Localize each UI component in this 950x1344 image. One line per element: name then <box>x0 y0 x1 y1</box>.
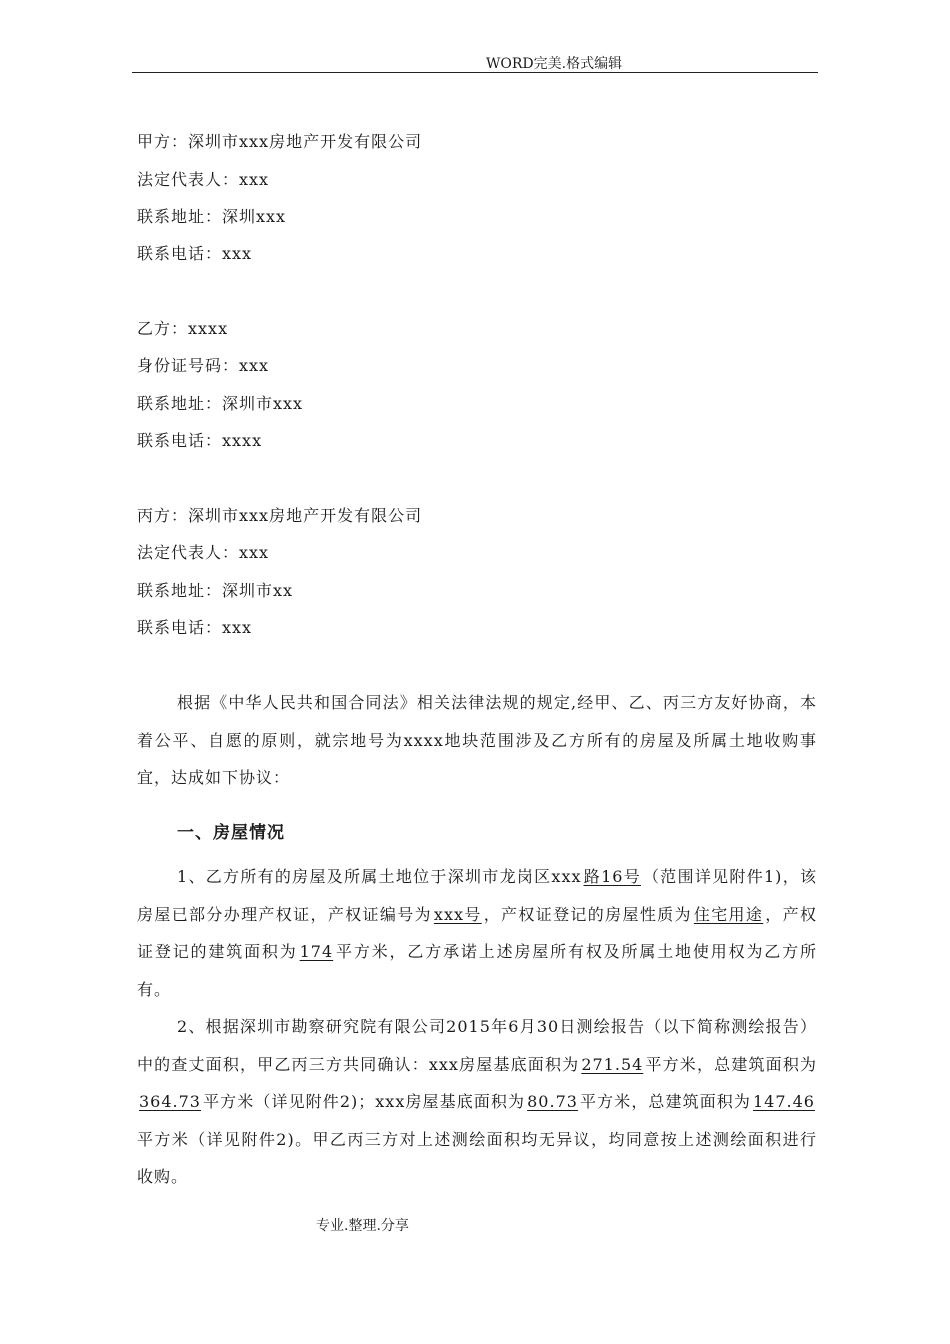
clause-1-building-area: 174 <box>299 942 334 961</box>
header-rule <box>132 72 818 73</box>
preamble-paragraph: 根据《中华人民共和国合同法》相关法律法规的规定,经甲、乙、丙三方友好协商，本着公平、自愿的原则，就宗地号为xxxx地块范围涉及乙方所有的房屋及所属土地收购事宜，达成如下协议： <box>137 693 817 787</box>
clause-2-text-2: 平方米，总建筑面积为 <box>645 1054 817 1074</box>
party-c-phone: 联系电话：xxx <box>137 618 253 637</box>
party-a-rep: 法定代表人：xxx <box>137 170 270 189</box>
party-c-address: 联系地址：深圳市xx <box>137 581 294 600</box>
clause-2-paragraph <box>137 1008 817 1196</box>
clause-1-text-5: 平方米，乙方承诺上述房屋所有权及所属土地使用权为乙方所有。 <box>137 942 817 999</box>
clause-1-text-1: 1、乙方所有的房屋及所属土地位于深圳市龙岗区xxx <box>177 867 582 886</box>
party-c-rep: 法定代表人：xxx <box>137 543 270 562</box>
party-c-name: 丙方：深圳市xxx房地产开发有限公司 <box>137 506 423 525</box>
clause-2-text-5: 平方米（详见附件2)。甲乙丙三方对上述测绘面积均无异议，均同意按上述测绘面积进行收购。 <box>137 1129 817 1186</box>
clause-2-total-area-1: 364.73 <box>139 1092 201 1111</box>
clause-2-base-area-2: 80.73 <box>527 1092 578 1111</box>
clause-2-text-3: 平方米（详见附件2)；xxx房屋基底面积为 <box>202 1092 526 1111</box>
clause-1-road-number: 路16号 <box>583 867 641 886</box>
page-header: WORD完美.格式编辑 <box>486 56 623 72</box>
party-b-address: 联系地址：深圳市xxx <box>137 394 304 413</box>
clause-2-text-1: 2、根据深圳市勘察研究院有限公司2015年6月30日测绘报告（以下简称测绘报告）中的查丈面积，甲乙丙三方共同确认：xxx房屋基底面积为 <box>137 1017 817 1074</box>
party-b-name: 乙方：xxxx <box>137 319 229 338</box>
clause-2-text-4: 平方米，总建筑面积为 <box>579 1092 751 1111</box>
clause-1-paragraph <box>137 858 817 1008</box>
page-footer: 专业.整理.分享 <box>316 1218 409 1234</box>
party-a-phone: 联系电话：xxx <box>137 244 253 263</box>
clause-1-text-4: ，产权证登记的建筑面积为 <box>137 904 817 961</box>
party-b-phone: 联系电话：xxxx <box>137 431 263 450</box>
clause-1-text-2: （范围详见附件1)，该房屋已部分办理产权证，产权证编号为 <box>137 867 817 924</box>
clause-1-text-3: ，产权证登记的房屋性质为 <box>483 904 692 924</box>
section-heading: 一、房屋情况 <box>177 823 285 843</box>
clause-2-total-area-2: 147.46 <box>753 1092 815 1111</box>
party-a-name: 甲方：深圳市xxx房地产开发有限公司 <box>137 132 423 151</box>
clause-1-property-use: 住宅用途 <box>693 904 764 924</box>
clause-2-base-area-1: 271.54 <box>581 1054 644 1074</box>
party-a-address: 联系地址：深圳xxx <box>137 207 287 226</box>
party-b-id: 身份证号码：xxx <box>137 356 270 375</box>
clause-1-certificate-number: xxx号 <box>433 904 482 924</box>
